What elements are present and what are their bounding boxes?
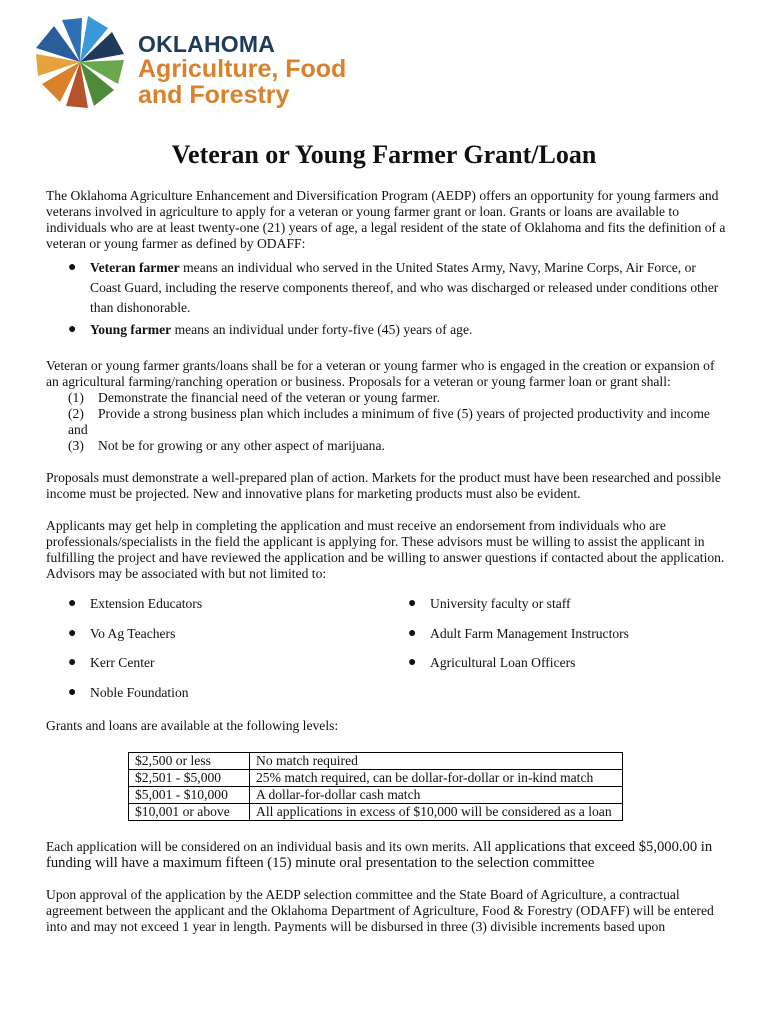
- advisor-item: [46, 626, 386, 656]
- bullet-icon: ●: [68, 322, 77, 337]
- levels-intro: Grants and loans are available at the following levels:: [46, 718, 339, 733]
- merits-paragraph: [46, 839, 726, 871]
- level-match-cell: A dollar-for-dollar cash match: [250, 787, 623, 804]
- level-range-cell: $2,501 - $5,000: [129, 770, 250, 787]
- level-match-cell: All applications in excess of $10,000 will be considered as a loan: [250, 804, 623, 821]
- definition-term: Veteran farmer: [90, 260, 180, 275]
- approval-paragraph: Upon approval of the application by the AEDP selection committee and the State Board of Agriculture, a contractual agreement between the applicant and the Oklahoma Department of Agriculture, Food & Forestry (ODAFF) will be entered into and may not exceed 1 year in length. Payments will be disbursed in three (3) divisible increments based upon: [46, 887, 714, 934]
- presentation-requirement-text: All applications that exceed $5,000.00 in funding will have a maximum fifteen (15) minute oral presentation to the selection committee: [46, 839, 713, 871]
- bullet-icon: ●: [408, 596, 417, 611]
- document-body: [46, 188, 726, 935]
- bullet-icon: ●: [68, 625, 77, 641]
- bullet-icon: ●: [68, 596, 77, 611]
- advisor-item: [46, 596, 386, 626]
- definition-item: [46, 320, 726, 340]
- intro-paragraph: The Oklahoma Agriculture Enhancement and Diversification Program (AEDP) offers an opportunity for young farmers and veterans involved in agriculture to apply for a veteran or young farmer grant or loan. Grants or loans are available to individuals who are at least twenty-one (21) years of age, a legal resident of the state of Oklahoma and fits the definition of a veteran or young farmer as defined by ODAFF:: [46, 188, 726, 251]
- advisor-label: Noble Foundation: [90, 684, 189, 700]
- applicants-paragraph: Applicants may get help in completing the application and must receive an endorsement from individuals who are professionals/specialists in the field the applicant is applying for. These advisors must be willing to assist the applicant in fulfilling the project and have reviewed the application and be willing to answer questions if contacted about the application. Advisors may be associated with but not limited to:: [46, 518, 725, 581]
- level-match-cell: 25% match required, can be dollar-for-dollar or in-kind match: [250, 770, 623, 787]
- table-row: [129, 753, 623, 770]
- requirement-number: (3): [68, 438, 84, 453]
- level-match-cell: No match required: [250, 753, 623, 770]
- advisor-item: [386, 596, 726, 626]
- definition-term: Young farmer: [90, 322, 172, 337]
- requirement-text: Demonstrate the financial need of the veteran or young farmer.: [98, 390, 440, 405]
- bullet-icon: ●: [408, 625, 417, 641]
- page-title: Veteran or Young Farmer Grant/Loan: [171, 140, 597, 169]
- table-row: [129, 770, 623, 787]
- advisor-item: [46, 685, 386, 715]
- advisor-label: Extension Educators: [90, 596, 203, 611]
- oklahoma-star-logo-icon: [32, 14, 128, 110]
- advisor-label: Kerr Center: [90, 655, 155, 670]
- logo-line-oklahoma: OKLAHOMA: [138, 31, 276, 57]
- advisor-label: Agricultural Loan Officers: [430, 655, 576, 670]
- advisors-list: [46, 596, 726, 714]
- definition-text: means an individual who served in the United States Army, Navy, Marine Corps, Air Force, or Coast Guard, including the reserve components thereof, and who was discharged or released under conditions other than dishonorable.: [90, 260, 719, 315]
- funding-levels-table: [128, 752, 623, 821]
- advisor-label: University faculty or staff: [430, 596, 571, 611]
- purpose-paragraph: Veteran or young farmer grants/loans shall be for a veteran or young farmer who is engaged in the creation or expansion of an agricultural farming/ranching operation or business. Proposals for a veteran or young farmer loan or grant shall:: [46, 358, 715, 389]
- requirement-number: (1): [68, 390, 84, 405]
- table-row: [129, 787, 623, 804]
- table-row: [129, 804, 623, 821]
- bullet-icon: ●: [68, 655, 77, 670]
- definitions-list: [46, 258, 726, 340]
- proposals-paragraph: Proposals must demonstrate a well-prepared plan of action. Markets for the product must have been researched and possible income must be projected. New and innovative plans for marketing products must also be evident.: [46, 470, 721, 501]
- level-range-cell: $10,001 or above: [129, 804, 250, 821]
- advisors-column-left: [46, 596, 386, 714]
- logo-text: [138, 32, 346, 108]
- logo-line-agriculture: Agriculture, Food: [138, 55, 347, 83]
- requirement-item: [46, 390, 726, 406]
- advisors-column-right: [386, 596, 726, 714]
- level-range-cell: $2,500 or less: [129, 753, 250, 770]
- bullet-icon: ●: [68, 684, 77, 700]
- bullet-icon: ●: [408, 655, 417, 670]
- requirement-text: Provide a strong business plan which includes a minimum of five (5) years of projected productivity and income and: [68, 406, 710, 437]
- bullet-icon: ●: [68, 260, 77, 275]
- advisor-item: [46, 655, 386, 685]
- definition-item: [46, 258, 726, 318]
- advisor-label: Vo Ag Teachers: [90, 625, 176, 641]
- requirement-item: [46, 438, 726, 454]
- requirement-text: Not be for growing or any other aspect of marijuana.: [98, 438, 385, 453]
- requirements-list: [46, 390, 726, 454]
- requirement-item: [46, 406, 726, 438]
- merits-text: Each application will be considered on an individual basis and its own merits.: [46, 839, 473, 854]
- advisor-item: [386, 626, 726, 656]
- definition-text: means an individual under forty-five (45) years of age.: [171, 322, 473, 337]
- logo-line-forestry: and Forestry: [138, 81, 290, 109]
- requirement-number: (2): [68, 406, 84, 421]
- advisor-item: [386, 655, 726, 685]
- level-range-cell: $5,001 - $10,000: [129, 787, 250, 804]
- advisor-label: Adult Farm Management Instructors: [430, 625, 629, 641]
- header: [32, 14, 372, 114]
